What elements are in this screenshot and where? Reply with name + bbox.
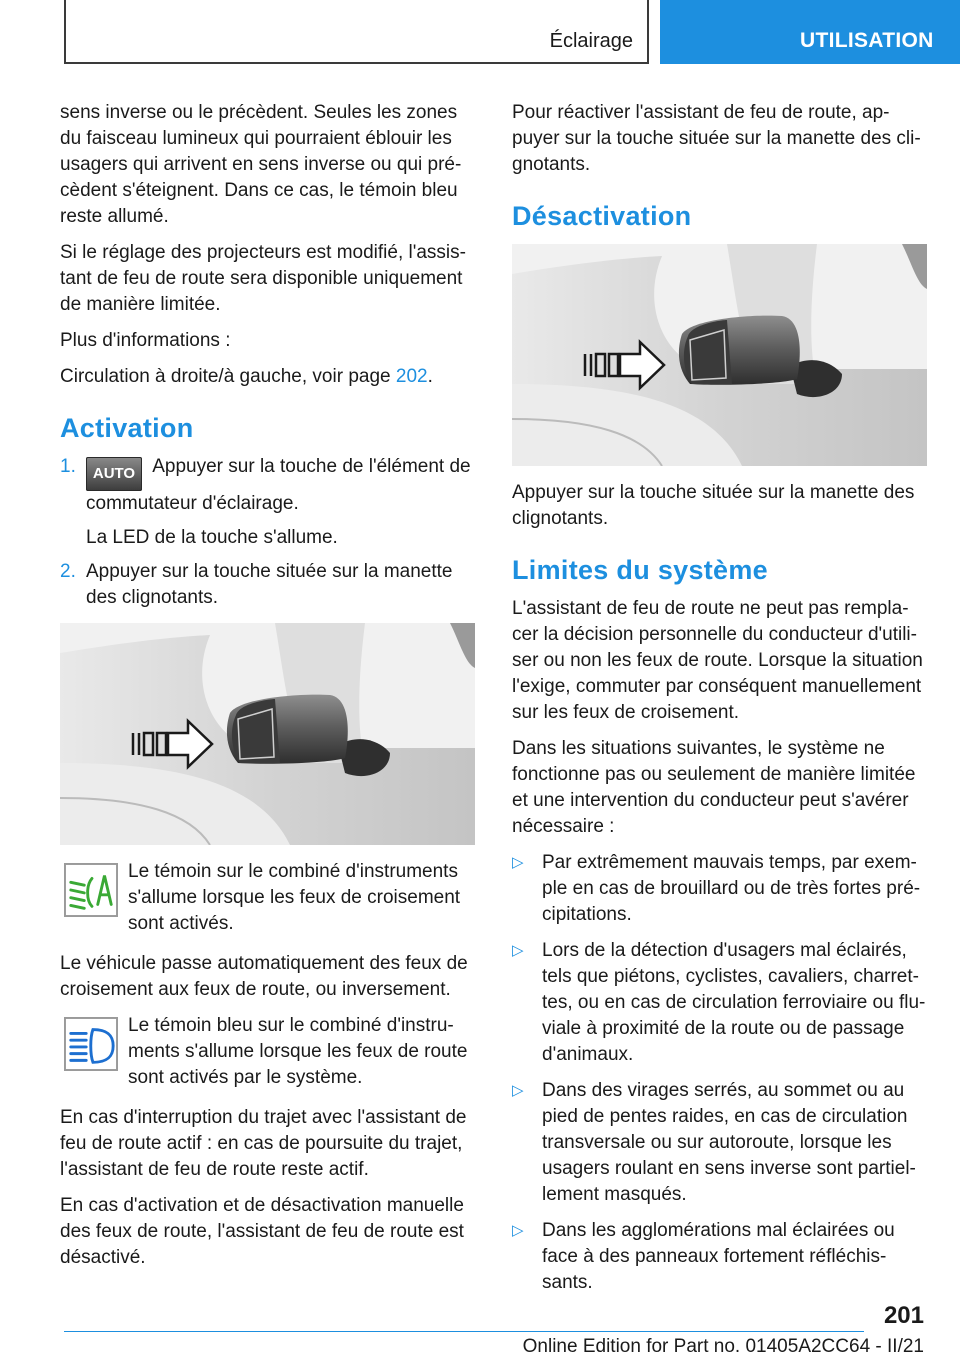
turn-signal-lever-illustration xyxy=(512,244,927,466)
page-link-202[interactable]: 202 xyxy=(395,366,428,387)
bullet-triangle-icon: ▷ xyxy=(512,854,524,871)
deactivation-heading: Désactivation xyxy=(512,201,692,231)
cross-reference xyxy=(60,364,475,390)
bullet-triangle-icon: ▷ xyxy=(512,1222,524,1239)
left-column xyxy=(60,100,475,1281)
list-item xyxy=(512,850,927,928)
section-title: Éclairage xyxy=(549,30,633,52)
limits-paragraph-1: L'assistant de feu de route ne peut pas remplacer la décision personnelle du conducteur d'utiliser ou non les feux de route. Lorsque la situation l'exige, commuter par conséquent manuellement sur les feux de croisement. xyxy=(512,598,923,723)
step-2 xyxy=(60,559,475,611)
activation-steps xyxy=(60,454,475,611)
intro-paragraph-2: Si le réglage des projecteurs est modifié, l'assistant de feu de route sera disponible uniquement de manière limitée. xyxy=(60,242,466,315)
list-item xyxy=(512,938,927,1068)
step-1 xyxy=(60,454,475,551)
header-section-box xyxy=(64,0,649,64)
list-item-text: Dans des virages serrés, au sommet ou au pied de pentes raides, en cas de circulation transversale ou sur autoroute, lorsque les usagers roulant en sens inverse sont partiellement masqués. xyxy=(542,1080,916,1205)
bullet-triangle-icon: ▷ xyxy=(512,1082,524,1099)
auto-switch-paragraph: Le véhicule passe automatiquement des feux de croisement aux feux de route, ou inversement. xyxy=(60,953,468,1000)
high-beam-indicator-note xyxy=(60,1013,475,1091)
intro-paragraph-1: sens inverse ou le précèdent. Seules les zones du faisceau lumineux qui pourraient éblouir les usagers qui arrivent en sens inverse ou qui précèdent s'éteignent. Dans ce cas, le témoin bleu reste allumé. xyxy=(60,102,462,227)
indicator-text: Le témoin bleu sur le combiné d'instruments s'allume lorsque les feux de route sont activés par le système. xyxy=(128,1015,468,1088)
chapter-title: UTILISATION xyxy=(800,29,934,52)
page-header xyxy=(0,0,960,66)
footer-divider xyxy=(64,1331,864,1332)
high-beam-indicator-icon xyxy=(64,1017,118,1071)
list-item-text: Par extrêmement mauvais temps, par exemple en cas de brouillard ou de très fortes précipitations. xyxy=(542,852,921,925)
reactivate-paragraph: Pour réactiver l'assistant de feu de route, appuyer sur la touche située sur la manette des clignotants. xyxy=(512,102,921,175)
page-number: 201 xyxy=(883,1302,924,1329)
list-item xyxy=(512,1078,927,1208)
step-text: Appuyer sur la touche située sur la manette des clignotants. xyxy=(86,561,453,608)
turn-signal-lever-illustration xyxy=(60,623,475,845)
edition-footer: Online Edition for Part no. 01405A2CC64 - II/21 xyxy=(522,1336,924,1357)
cross-reference-text: Circulation à droite/à gauche, voir page xyxy=(60,366,396,387)
list-item xyxy=(512,1218,927,1296)
step-text: Appuyer sur la touche de l'élément de commutateur d'éclairage. xyxy=(86,456,471,514)
limits-paragraph-2: Dans les situations suivantes, le système ne fonctionne pas ou seulement de manière limitée et une intervention du conducteur peut s'avérer nécessaire : xyxy=(512,738,916,837)
step-number: 2. xyxy=(60,561,76,582)
intro-paragraph-3: Plus d'informations : xyxy=(60,330,231,351)
limits-heading: Limites du système xyxy=(512,555,768,585)
activation-heading: Activation xyxy=(60,413,194,443)
deactivation-text: Appuyer sur la touche située sur la manette des clignotants. xyxy=(512,482,915,529)
right-column xyxy=(512,100,927,1306)
auto-button-icon: AUTO xyxy=(86,457,142,491)
step-note: La LED de la touche s'allume. xyxy=(86,527,338,548)
manual-paragraph: En cas d'activation et de désactivation manuelle des feux de route, l'assistant de feu de route est désactivé. xyxy=(60,1195,464,1268)
bullet-triangle-icon: ▷ xyxy=(512,942,524,959)
limits-list xyxy=(512,850,927,1296)
interrupt-paragraph: En cas d'interruption du trajet avec l'assistant de feu de route actif : en cas de poursuite du trajet, l'assistant de feu de route reste actif. xyxy=(60,1107,467,1180)
list-item-text: Dans les agglomérations mal éclairées ou face à des panneaux fortement réfléchissants. xyxy=(542,1220,895,1293)
list-item-text: Lors de la détection d'usagers mal éclairés, tels que piétons, cyclistes, cavaliers, charrettes, ou en cas de circulation ferroviaire ou fluviale à proximité de la route ou de passage d'animaux. xyxy=(542,940,926,1065)
low-beam-auto-indicator-icon xyxy=(64,863,118,917)
step-number: 1. xyxy=(60,456,76,477)
cross-reference-end: . xyxy=(427,366,433,387)
low-beam-indicator-note xyxy=(60,859,475,937)
indicator-text: Le témoin sur le combiné d'instruments s'allume lorsque les feux de croisement sont activés. xyxy=(128,861,461,934)
chapter-tab xyxy=(660,0,960,64)
